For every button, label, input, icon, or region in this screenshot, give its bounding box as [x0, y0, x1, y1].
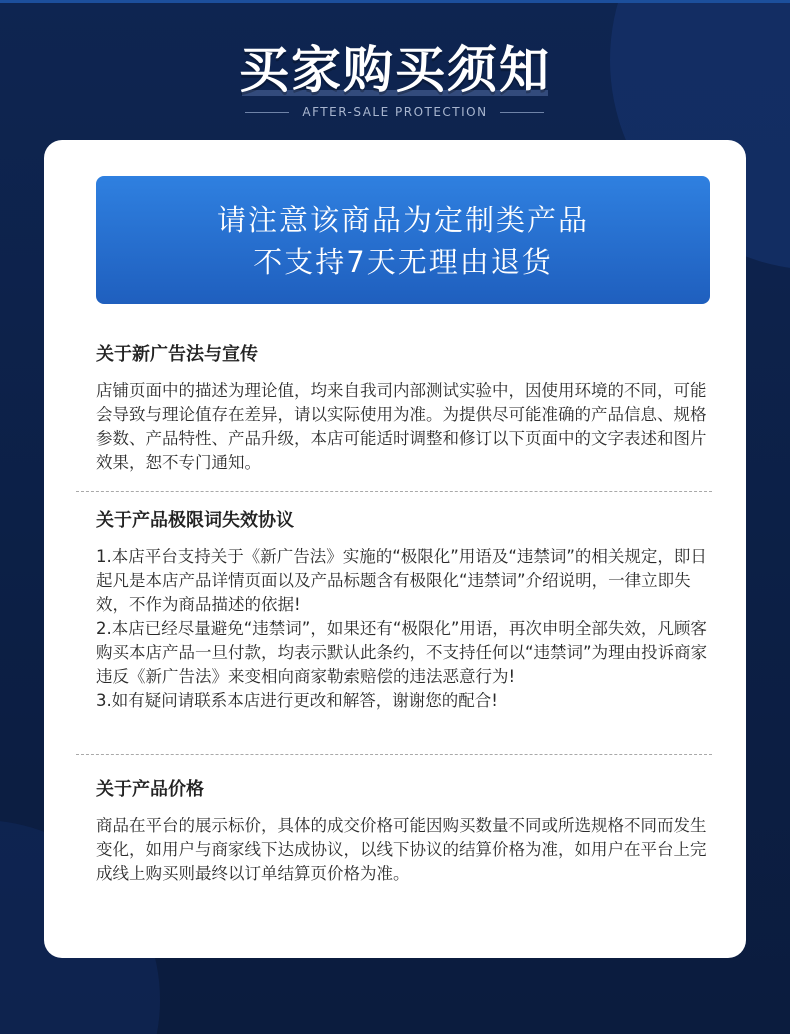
- section-body: [96, 814, 716, 886]
- page-title: 买家购买须知: [239, 41, 551, 99]
- banner-line-2: 不支持7天无理由退货: [253, 245, 553, 279]
- section-title: 关于产品价格: [96, 779, 204, 800]
- section-divider: [76, 754, 712, 755]
- section-paragraph: 商品在平台的展示标价，具体的成交价格可能因购买数量不同或所选规格不同而发生变化，如用户与商家线下达成协议，以线下协议的结算价格为准，如用户在平台上完成线上购买则最终以订单结算页价格为准。: [96, 816, 707, 883]
- section-paragraph: 3.如有疑问请联系本店进行更改和解答，谢谢您的配合!: [96, 691, 498, 710]
- section-body: [96, 545, 716, 713]
- section-title: 关于产品极限词失效协议: [96, 510, 294, 531]
- subtitle-row: [0, 102, 790, 122]
- section-price: [96, 778, 716, 886]
- section-body: [96, 379, 716, 475]
- section-advertising-law: [96, 343, 716, 475]
- section-extreme-words: [96, 509, 716, 713]
- section-paragraph: 店铺页面中的描述为理论值，均来自我司内部测试实验中，因使用环境的不同，可能会导致与理论值存在差异，请以实际使用为准。为提供尽可能准确的产品信息、规格参数、产品特性、产品升级，本店可能适时调整和修订以下页面中的文字表述和图片效果，恕不专门通知。: [96, 381, 707, 472]
- section-divider: [76, 491, 712, 492]
- section-paragraph: 1.本店平台支持关于《新广告法》实施的“极限化”用语及“违禁词”的相关规定，即日起凡是本店产品详情页面以及产品标题含有极限化“违禁词”介绍说明，一律立即失效，不作为商品描述的依据!: [96, 547, 707, 614]
- custom-product-banner: [96, 176, 710, 304]
- section-title: 关于新广告法与宣传: [96, 344, 258, 365]
- top-accent-line: [0, 0, 790, 3]
- section-paragraph: 2.本店已经尽量避免“违禁词”，如果还有“极限化”用语，再次申明全部失效，凡顾客购买本店产品一旦付款，均表示默认此条约，不支持任何以“违禁词”为理由投诉商家违反《新广告法》来变相向商家勒索赔偿的违法恶意行为!: [96, 619, 708, 686]
- banner-line-1: 请注意该商品为定制类产品: [216, 203, 589, 237]
- notice-card: [44, 140, 746, 958]
- page-subtitle: AFTER-SALE PROTECTION: [302, 105, 488, 119]
